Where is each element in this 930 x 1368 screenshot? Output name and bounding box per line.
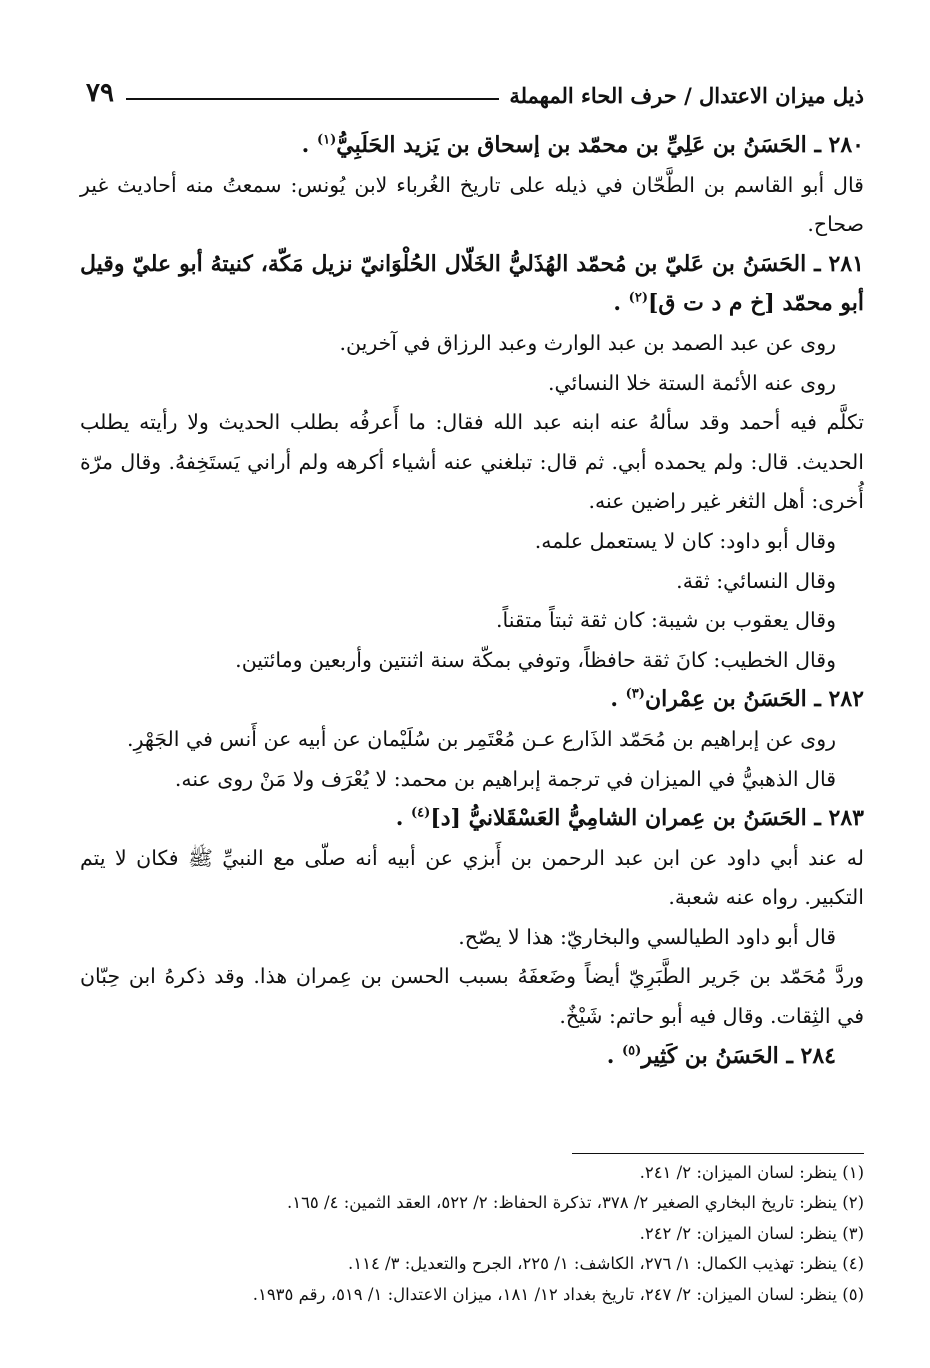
footnotes <box>90 1158 864 1310</box>
body-paragraph: روى عن عبد الصمد بن عبد الوارث وعبد الرزاق في آخرين. <box>339 330 836 355</box>
footnote-marker: (١) <box>316 132 337 148</box>
body-paragraph: وقال الخطيب: كانَ ثقة حافظاً، وتوفي بمكّة سنة اثنتين وأربعين ومائتين. <box>235 647 836 672</box>
entry-title-end: . <box>613 290 629 317</box>
body-paragraph: وقال يعقوب بن شيبة: كان ثقة ثبتاً متقناً. <box>495 608 836 633</box>
footnote: (٢) ينظر: تاريخ البخاري الصغير ٢/ ٣٧٨، تذكرة الحفاظ: ٢/ ٥٢٢، العقد الثمين: ٤/ ١٦٥. <box>286 1193 864 1213</box>
entry-title <box>80 126 864 166</box>
entry-title-end: . <box>610 686 626 713</box>
footnote-marker: (٤) <box>411 805 431 821</box>
entry-title-text: ٢٨٠ ـ الحَسَنُ بن عَلِيِّ بن محمّد بن إسحاق بن يَزيد الحَلَبِيُّ <box>336 132 864 158</box>
body-paragraph: وقال أبو داود: كان لا يستعمل علمه. <box>534 528 836 553</box>
footnote: (١) ينظر: لسان الميزان: ٢/ ٢٤١. <box>639 1163 864 1182</box>
main-text <box>80 126 864 1076</box>
entry-title-text: ٢٨٢ ـ الحَسَنُ بن عِمْران <box>644 686 864 713</box>
body-paragraph: روى عن إبراهيم بن مُحَمّد الذَارع عـن مُعْتَمِر بن سُلَيْمان عن أبيه عن أَنس في الجَهْرِ. <box>127 726 836 751</box>
entry-title-end: . <box>301 132 317 158</box>
body-paragraph: قال الذهبيُّ في الميزان في ترجمة إبراهيم بن محمد: لا يُعْرَف ولا مَنْ روى عنه. <box>174 766 836 791</box>
footnote: (٤) ينظر: تهذيب الكمال: ١/ ٢٧٦، الكاشف: ١/ ٢٢٥، الجرح والتعديل: ٣/ ١١٤. <box>347 1254 864 1274</box>
entry-title-end: . <box>606 1042 623 1069</box>
entry-title-end: . <box>395 805 412 832</box>
entry-title-text: ٢٨٤ ـ الحَسَنُ بن كَثِير <box>641 1042 836 1069</box>
entry-title-text: ٢٨٣ ـ الحَسَنُ بن عِمران الشامِيُّ العَسْقَلانيُّ [د] <box>430 805 864 832</box>
body-paragraph: قال أبو داود الطيالسي والبخاريّ: هذا لا يصّح. <box>458 924 836 949</box>
header-title: ذيل ميزان الاعتدال / حرف الحاء المهملة <box>509 83 864 108</box>
body-paragraph: قال أبو القاسم بن الطَّحّان في ذيله على تاريخ الغُرباء لابن يُونس: سمعتُ منه أحاديث غير صحاح. <box>80 172 864 237</box>
entry-title <box>80 245 864 324</box>
body-paragraph: روى عنه الأئمة الستة خلا النسائي. <box>547 370 836 395</box>
footnote-marker: (٥) <box>622 1043 642 1059</box>
footnote-rule <box>572 1153 864 1154</box>
header-rule <box>126 98 499 100</box>
footnote-marker: (٣) <box>625 686 645 702</box>
footnote: (٣) ينظر: لسان الميزان: ٢/ ٢٤٢. <box>639 1223 864 1243</box>
entry-title <box>80 799 864 839</box>
body-paragraph: وقال النسائي: ثقة. <box>676 568 836 593</box>
footnote-marker: (٢) <box>628 291 648 307</box>
body-paragraph: تكلَّم فيه أحمد وقد سألهُ عنه ابنه عبد الله فقال: ما أَعرفُه بطلب الحديث ولا رأيته يطلب الحديث. قال: ولم يحمده أبي. ثم قال: تبلغني عنه أشياء أكرهه ولم أراني يَستَخِفهُ. وقال مرّة أُخرى: أهل الثغر غير راضين عنه. <box>80 410 864 514</box>
footnote: (٥) ينظر: لسان الميزان: ٢/ ٢٤٧، تاريخ بغداد ١٢/ ١٨١، ميزان الاعتدال: ١/ ٥١٩، رقم ١٩٣٥. <box>252 1284 864 1304</box>
entry-title-text: ٢٨١ ـ الحَسَنُ بن عَليّ بن مُحمّد الهُذَليُّ الخَلّال الحُلْوَانيّ نزيل مَكّة، كنيتهُ أبو عليّ وقيل أبو محمّد [خ م د ت ق] <box>80 250 864 317</box>
running-header <box>86 70 864 108</box>
body-paragraph: له عند أبي داود عن ابن عبد الرحمن بن أَبزي عن أبيه أنه صلّى مع النبيِّ ﷺ فكان لا يتم التكبير. رواه عنه شعبة. <box>80 845 864 910</box>
body-paragraph: وردَّ مُحَمّد بن جَرير الطَّبَرِيّ أيضاً وضَعفَهُ بسبب الحسن بن عِمران هذا. وقد ذكرهُ ابن حِبّان في الثِقات. وقال فيه أبو حاتم: شَيْخٌ. <box>80 964 864 1029</box>
page-number: ٧٩ <box>86 78 114 108</box>
entry-title <box>80 1037 864 1077</box>
entry-title <box>80 680 864 720</box>
